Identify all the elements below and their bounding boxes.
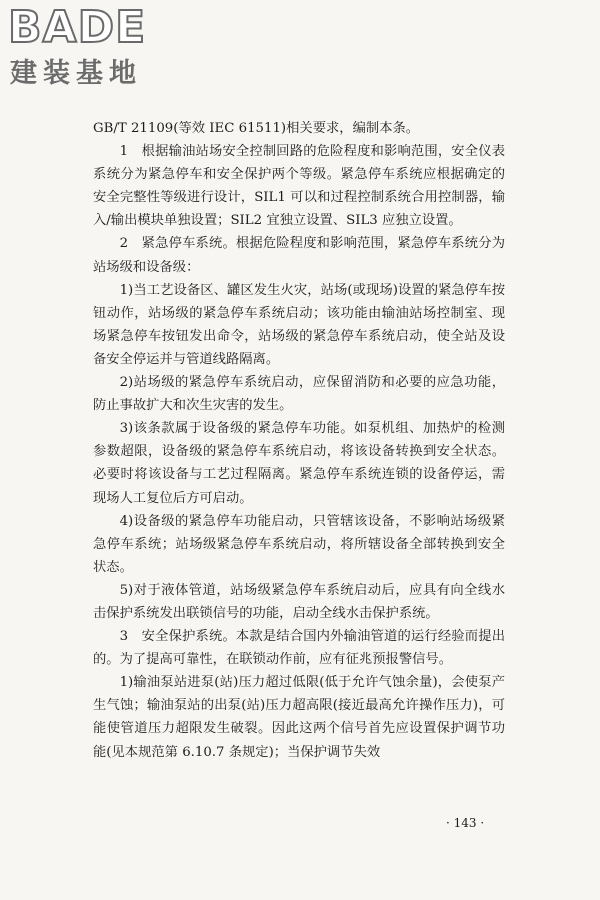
paragraph: 3 安全保护系统。本款是结合国内外输油管道的运行经验而提出的。为了提高可靠性，在联锁动作前，应有征兆预报警信号。	[93, 629, 505, 668]
paragraph: 2)站场级的紧急停车系统启动，应保留消防和必要的应急功能，防止事故扩大和次生灾害的发生。	[93, 375, 505, 414]
page-body	[93, 117, 505, 764]
paragraph: 2 紧急停车系统。根据危险程度和影响范围，紧急停车系统分为站场级和设备级：	[93, 236, 505, 275]
paragraph: 3)该条款属于设备级的紧急停车功能。如泵机组、加热炉的检测参数超限，设备级的紧急停车系统启动，将该设备转换到安全状态。必要时将该设备与工艺过程隔离。紧急停车系统连锁的设备停运，需现场人工复位后方可启动。	[93, 421, 505, 506]
paragraph: 1 根据输油站场安全控制回路的危险程度和影响范围，安全仪表系统分为紧急停车和安全保护两个等级。紧急停车系统应根据确定的安全完整性等级进行设计，SIL1 可以和过程控制系统合用控制器，输入/输出模块单独设置；SIL2 宜独立设置、SIL3 应独立设置。	[93, 144, 505, 229]
logo-brand: BADE	[8, 2, 147, 53]
paragraph: 1)当工艺设备区、罐区发生火灾，站场(或现场)设置的紧急停车按钮动作，站场级的紧急停车系统启动；该功能由输油站场控制室、现场紧急停车按钮发出命令，站场级的紧急停车系统启动，使全站及设备安全停运并与管道线路隔离。	[93, 282, 505, 367]
paragraph: GB/T 21109(等效 IEC 61511)相关要求，编制本条。	[93, 121, 420, 136]
paragraph: 1)输油泵站进泵(站)压力超过低限(低于允许气蚀余量)，会使泵产生气蚀；输油泵站的出泵(站)压力超高限(接近最高允许操作压力)，可能使管道压力超限发生破裂。因此这两个信号首先应设置保护调节功能(见本规范第 6.10.7 条规定)；当保护调节失效	[93, 675, 505, 760]
paragraph: 5)对于液体管道，站场级紧急停车系统启动后，应具有向全线水击保护系统发出联锁信号的功能，启动全线水击保护系统。	[93, 582, 505, 621]
logo	[8, 2, 178, 94]
logo-subtitle: 建装基地	[10, 58, 142, 89]
paragraph: 4)设备级的紧急停车功能启动，只管辖该设备，不影响站场级紧急停车系统；站场级紧急停车系统启动，将所辖设备全部转换到安全状态。	[93, 513, 505, 575]
page-number: · 143 ·	[446, 816, 485, 830]
